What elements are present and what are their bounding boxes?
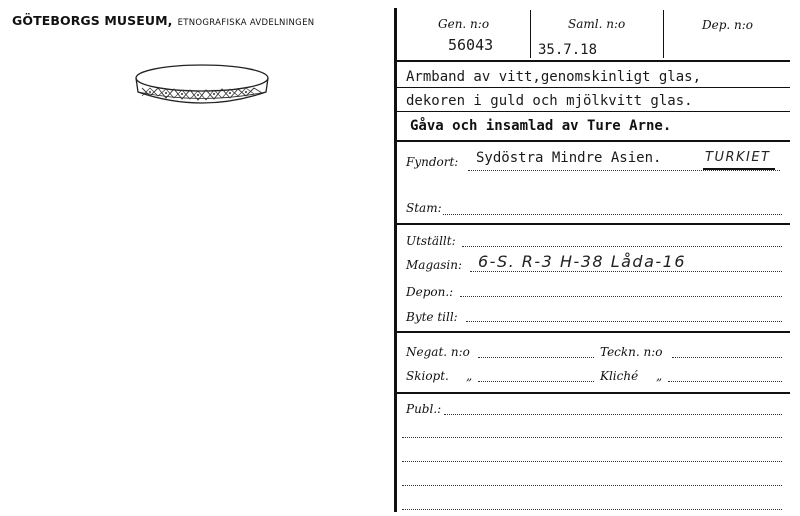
rule [396,331,790,333]
bracelet-sketch [128,58,276,110]
rule [396,140,790,142]
kliche-label: Kliché [600,369,639,383]
gen-label: Gen. n:o [438,17,490,31]
fyndort-label: Fyndort: [406,155,459,169]
utstallt-label: Utställt: [406,234,456,248]
magasin-label: Magasin: [406,258,463,272]
dotted-line [444,414,782,415]
rule [396,392,790,394]
dotted-line [478,357,594,358]
underline [703,168,775,170]
dotted-line [402,437,782,438]
saml-label: Saml. n:o [568,17,626,31]
fyndort-value: Sydöstra Mindre Asien. [476,150,662,166]
fyndort-handwritten: TURKIET [705,150,771,165]
cell-divider [530,10,531,58]
dotted-line [402,485,782,486]
publ-label: Publ.: [406,402,442,416]
rule [396,60,790,62]
dotted-line [402,509,782,510]
kliche-ditto: „ [656,369,663,383]
byte-label: Byte till: [406,310,458,324]
negat-label: Negat. n:o [406,345,470,359]
rule [396,223,790,225]
dotted-line [466,321,782,322]
cell-divider [663,10,664,58]
dep-label: Dep. n:o [702,18,754,32]
dotted-line [470,271,782,272]
skiopt-ditto: „ [466,369,473,383]
dotted-line [402,461,782,462]
rule [396,111,790,112]
description-line-1: Armband av vitt,genomskinligt glas, [406,69,702,85]
dotted-line [668,381,782,382]
teckn-label: Teckn. n:o [600,345,663,359]
rule [396,87,790,88]
museum-header [12,10,314,29]
description-line-3: Gåva och insamlad av Ture Arne. [410,118,672,134]
depon-label: Depon.: [406,285,454,299]
dotted-line [443,214,782,215]
museum-name: GÖTEBORGS MUSEUM, [12,13,173,28]
magasin-value: 6-S. R-3 H-38 Låda-16 [478,252,686,271]
dotted-line [672,357,782,358]
dotted-line [462,246,782,247]
gen-value: 56043 [448,36,494,54]
dotted-line [460,296,782,297]
skiopt-label: Skiopt. [406,369,449,383]
form-left-border [394,8,397,512]
description-line-2: dekoren i guld och mjölkvitt glas. [406,93,693,109]
department-name: ETNOGRAFISKA AVDELNINGEN [177,18,315,28]
saml-value: 35.7.18 [538,42,598,58]
dotted-line [468,170,780,171]
stam-label: Stam: [406,201,442,215]
dotted-line [478,381,594,382]
